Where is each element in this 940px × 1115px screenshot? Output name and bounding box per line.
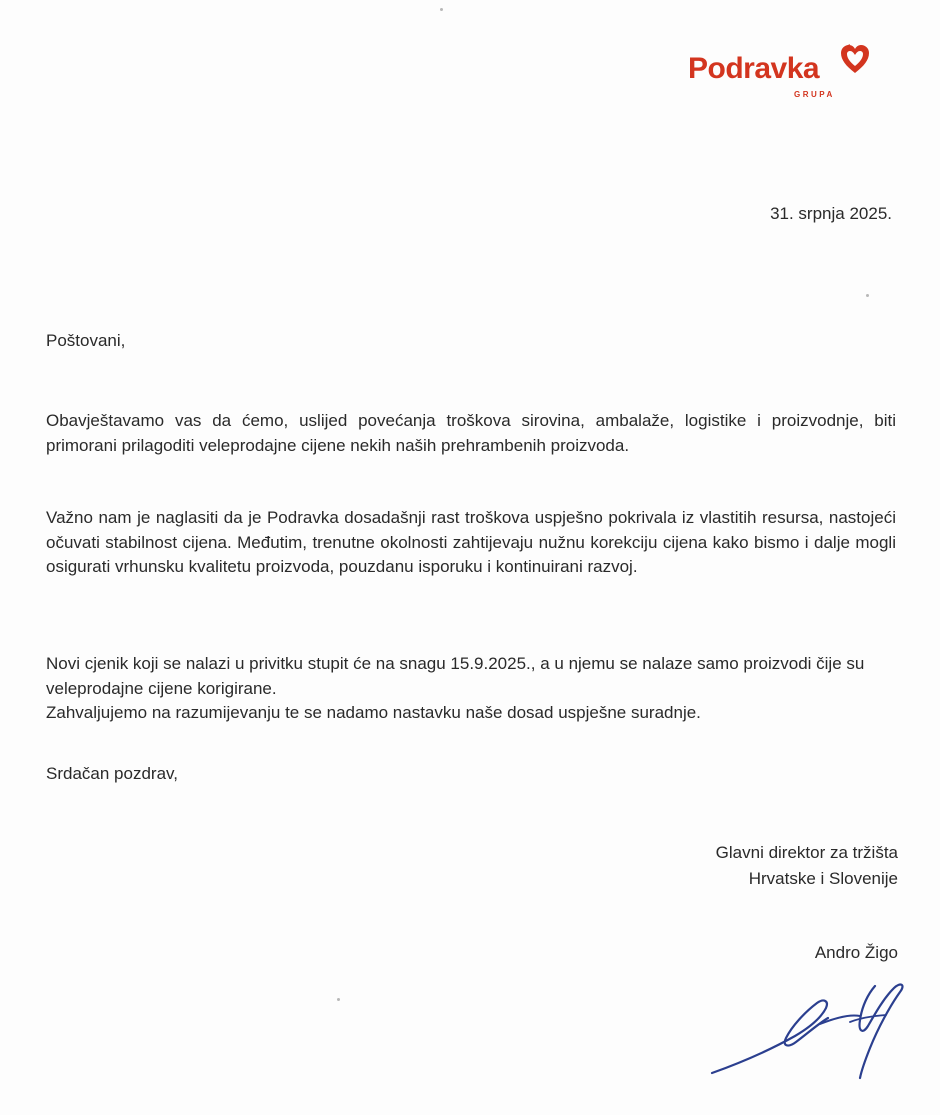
logo-wordmark: Podravka [688, 52, 820, 85]
pricelist-text: Novi cjenik koji se nalazi u privitku stupit će na snagu 15.9.2025., a u njemu se nalaze samo proizvodi čije su veleprodajne cijene korigirane. [46, 654, 865, 698]
salutation: Poštovani, [46, 331, 126, 350]
heart-icon [838, 42, 872, 76]
podravka-logo [688, 40, 888, 110]
paper-speck [440, 8, 443, 11]
paragraph-new-pricelist [46, 652, 896, 726]
letter-date: 31. srpnja 2025. [770, 204, 892, 223]
thanks-text: Zahvaljujemo na razumijevanju te se nadamo nastavku naše dosad uspješne suradnje. [46, 703, 701, 722]
handwritten-signature [700, 968, 920, 1088]
signatory-name: Andro Žigo [814, 943, 898, 962]
paragraph-cost-explanation: Važno nam je naglasiti da je Podravka dosadašnji rast troškova uspješno pokrivala iz vlastitih resursa, nastojeći očuvati stabilnost cijena. Međutim, trenutne okolnosti zahtijevaju nužnu korekciju cijena kako bismo i dalje mogli osigurati vrhunsku kvalitetu proizvoda, pouzdanu isporuku i kontinuirani razvoj. [46, 508, 896, 576]
paper-speck [337, 998, 340, 1001]
signatory-title-line2: Hrvatske i Slovenije [748, 869, 898, 888]
paragraph-price-adjustment: Obavještavamo vas da ćemo, uslijed povećanja troškova sirovina, ambalaže, logistike i proizvodnje, biti primorani prilagoditi veleprodajne cijene nekih naših prehrambenih proizvoda. [46, 411, 896, 455]
logo-subtitle: GRUPA [794, 90, 835, 99]
closing-greeting: Srdačan pozdrav, [46, 764, 178, 783]
signatory-title [716, 840, 898, 892]
paper-speck [866, 294, 869, 297]
signatory-title-line1: Glavni direktor za tržišta [715, 843, 898, 862]
